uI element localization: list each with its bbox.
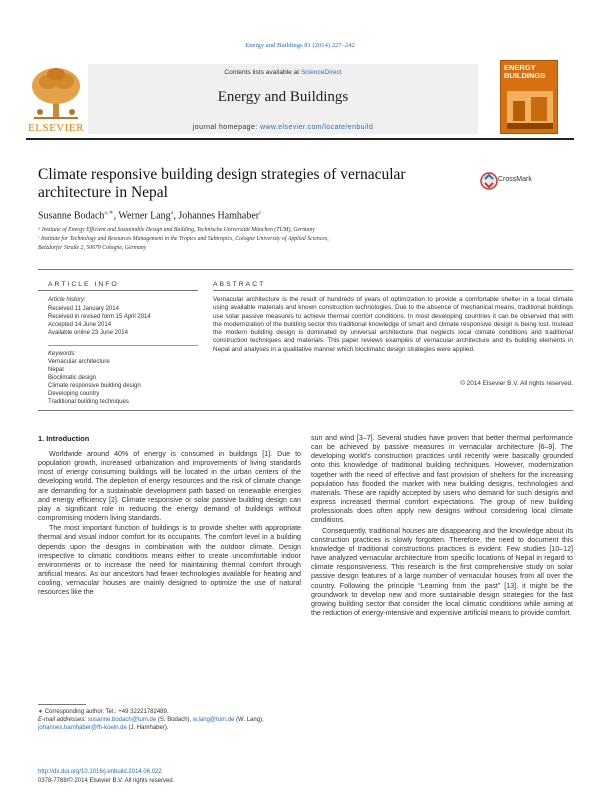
history-label: Article history: [48, 297, 86, 303]
keyword: Developing country [48, 391, 100, 397]
contents-prefix: Contents lists available at [224, 69, 300, 76]
journal-name: Energy and Buildings [217, 89, 349, 105]
contents-line [88, 69, 478, 76]
keyword: Traditional building techniques [48, 399, 129, 405]
email-line [38, 716, 301, 732]
bottom-meta [38, 768, 338, 785]
divider [38, 269, 573, 270]
keyword: Climate responsive building design [48, 383, 141, 389]
email-owner: (S. Bodach), [157, 717, 192, 724]
email-owner: (J. Hamhaber). [128, 725, 169, 732]
email-link[interactable]: w.lang@tum.de [192, 717, 235, 724]
history-item: Accepted 14 June 2014 [48, 322, 112, 328]
homepage-link[interactable]: www.elsevier.com/locate/enbuild [259, 124, 374, 131]
issn-line: 0378-7788/© 2014 Elsevier B.V. All rights reserved. [38, 777, 175, 784]
affiliation: ᵃ Institute of Energy Efficient and Sustainable Design and Building, Technische Universität München (TUM), Germany [38, 227, 315, 233]
doi-link[interactable]: http://dx.doi.org/10.1016/j.enbuild.2014.06.022 [38, 769, 162, 775]
article-info-heading: ARTICLE INFO [48, 281, 119, 288]
divider [38, 290, 198, 291]
divider [38, 410, 573, 411]
footnotes [38, 708, 301, 733]
author-sup[interactable]: a,∗ [104, 210, 114, 216]
paragraph: The most important function of buildings is to provide shelter with appropriate thermal and visual indoor comfort for its occupants. The comfort level in a building depends upon the designs in combination with the outdoor climate. Design irrespective to climatic conditions means either to create uncomfortable indoor environments or to increase the need for maintaining thermal comfort through artificial means. As our ancestors had fewer technologies available for heating and cooling, vernacular houses are mainly designed to optimize the use of natural resources like the [38, 524, 301, 597]
keyword: Nepal [48, 367, 64, 373]
author-name[interactable]: Susanne Bodach [38, 210, 105, 222]
author-name[interactable]: Werner Lang [118, 210, 171, 222]
email-label: E-mail addresses: [38, 717, 87, 724]
header-divider [26, 138, 574, 140]
abstract-heading: ABSTRACT [213, 281, 266, 288]
history-item: Received 11 January 2014 [48, 306, 119, 312]
keyword: Bioclimatic design [48, 375, 97, 381]
keywords-label: Keywords: [48, 351, 77, 357]
divider [48, 345, 198, 346]
homepage-prefix: journal homepage: [192, 124, 258, 131]
body-column-left [38, 450, 301, 599]
history-item: Received in revised form 15 April 2014 [48, 314, 151, 320]
email-link[interactable]: susanne.bodach@tum.de [87, 717, 157, 724]
keyword: Vernacular architecture [48, 359, 110, 365]
paragraph: Worldwide around 40% of energy is consumed in buildings [1]. Due to population growth, increased urbanization and improvements of living standards most of energy consuming buildings will be located in the urban centers of the developing world. The depletion of energy resources and the risk of climate change are demanding for a sustainable development path based on renewable energies and energy efficiency [2]. Climate responsive or solar passive building design can play a significant role in reducing the energy demand of buildings without compromising modern living standards. [38, 450, 301, 523]
publisher-logo-text: ELSEVIER [28, 122, 84, 134]
body-column-right [311, 434, 573, 619]
paragraph: Consequently, traditional houses are disappearing and the knowledge about its construction practices is slowly forgotten. Therefore, the need to document this knowledge of traditional constructions practices is evident. Few studies [10–12] have analyzed vernacular architecture from specific locations of Nepal in regard to climate responsiveness. This research is the first comprehensive study on solar passive design features of a large number of vernacular houses from all over the country. Following the principle “Learning from the past” [13], it might be the groundwork to develop new and more sustainable design strategies for the fast growing building sector that consider the local climatic conditions while aiming at the reduction of energy-intensive and expensive artificial means to provide comfort. [311, 526, 573, 617]
author-list: Susanne Bodach$^{a,∗}$, Werner Lang$^a$, Johannes Hamhaber$^c$ [38, 210, 262, 222]
cover-title: ENERGY BUILDINGS [504, 63, 546, 80]
homepage-line [88, 124, 478, 131]
divider [213, 290, 573, 291]
email-link[interactable]: johannes.hamhaber@fh-koeln.de [38, 725, 127, 732]
journal-cover-image [500, 60, 558, 134]
email-owner: (W. Lang), [236, 717, 264, 724]
abstract-copyright: © 2014 Elsevier B.V. All rights reserved. [460, 380, 573, 387]
section-heading-introduction: 1. Introduction [38, 434, 90, 443]
author-name[interactable]: Johannes Hamhaber [178, 210, 260, 222]
sciencedirect-link[interactable]: ScienceDirect [300, 69, 342, 76]
affiliation: Betzdorfer Straße 2, 50679 Cologne, Germany [38, 245, 147, 251]
corresponding-author-note: ∗ Corresponding author. Tel.: +49 32221782489. [38, 709, 169, 715]
paragraph: sun and wind [3–7]. Several studies have proven that better thermal performance can be achieved by passive measures in vernacular architecture [6–9]. The developing world’s construction practices until recently were basically grounded onto this knowledge of traditional building techniques. However, modernization together with the need of effective and fast provision of shelters for the increasing population has flooded the market with new building designs, technologies and materials. These are rapidly accepted by users who demand for such designs and express increased thermal comfort expectations. The group of new building professionals does often apply new designs without considering local climate conditions. [311, 434, 573, 525]
crossmark-label: CrossMark [498, 176, 532, 183]
author-sup[interactable]: a [170, 210, 174, 216]
journal-reference[interactable]: Energy and Buildings 81 (2014) 227–242 [245, 42, 355, 49]
footnote-divider [38, 704, 86, 705]
crossmark-icon [480, 170, 498, 192]
author-sup[interactable]: c [259, 210, 262, 216]
affiliation: ᶜ Institute for Technology and Resources Management in the Tropics and Subtropics, Cologne University of Applied Sciences, [38, 236, 329, 242]
article-title: Climate responsive building design strategies of vernacular architecture in Nepal [38, 166, 406, 201]
abstract-text: Vernacular architecture is the result of hundreds of years of optimization to provide a comfortable shelter in a local climate using available materials and known construction technologies. Due to the absence of mechanical means, traditional buildings use solar passive measures to achieve thermal comfort conditions. In most developing countries it can be observed that with the modernization of the building sector this traditional knowledge of smart and climate responsive design is being lost. Instead the modern building design is dominated by universal architecture that neglects local climate conditions and traditional construction techniques and materials. This paper reviews examples of vernacular architecture and its building elements in Nepal and analyses in a qualitative manner which bioclimatic design strategies were applied. [213, 296, 573, 353]
history-item: Available online 23 June 2014 [48, 330, 128, 336]
